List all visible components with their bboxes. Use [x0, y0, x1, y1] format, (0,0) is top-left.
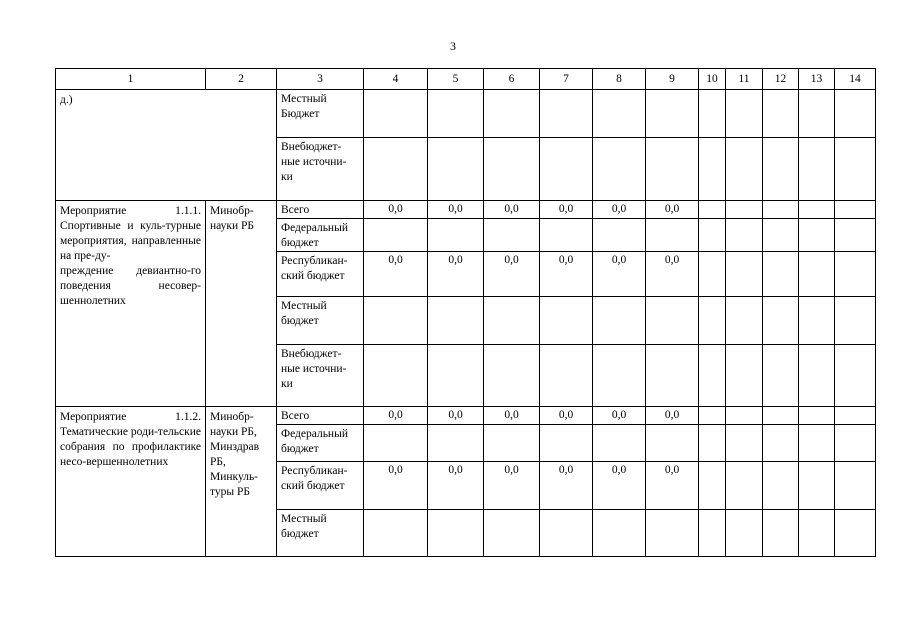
- column-number-row: [56, 69, 876, 90]
- value-cell: [484, 297, 540, 345]
- value-cell: 0,0: [593, 462, 646, 510]
- funding-row: [56, 407, 876, 425]
- budget-table: [55, 68, 876, 557]
- value-cell: [540, 138, 593, 201]
- event-title: Мероприятие 1.1.2. Тематические роди-тельские собрания по профилактике несо-вершеннолетних: [56, 407, 206, 557]
- value-cell: 0,0: [646, 407, 699, 425]
- value-cell: [484, 138, 540, 201]
- empty-cell: [799, 138, 835, 201]
- value-cell: 0,0: [428, 407, 484, 425]
- value-cell: 0,0: [593, 201, 646, 219]
- empty-cell: [763, 138, 799, 201]
- value-cell: 0,0: [540, 252, 593, 297]
- empty-cell: [799, 462, 835, 510]
- empty-cell: [835, 297, 876, 345]
- empty-cell: [763, 407, 799, 425]
- event-title: Мероприятие 1.1.1. Спортивные и куль-турные мероприятия, направленные на пре-ду- преждение девиантно-го поведения несовер-шеннолетних: [56, 201, 206, 407]
- column-number-1: 1: [56, 69, 206, 90]
- empty-cell: [763, 219, 799, 252]
- column-number-5: 5: [428, 69, 484, 90]
- empty-cell: [835, 407, 876, 425]
- column-number-7: 7: [540, 69, 593, 90]
- funding-source: Федеральный бюджет: [277, 219, 364, 252]
- empty-cell: [699, 219, 726, 252]
- funding-source: Республикан- ский бюджет: [277, 462, 364, 510]
- value-cell: 0,0: [646, 201, 699, 219]
- funding-source: Местный бюджет: [277, 297, 364, 345]
- value-cell: [593, 510, 646, 557]
- value-cell: [593, 90, 646, 138]
- empty-cell: [835, 252, 876, 297]
- empty-cell: [835, 90, 876, 138]
- value-cell: [593, 345, 646, 407]
- value-cell: 0,0: [646, 252, 699, 297]
- value-cell: [428, 345, 484, 407]
- value-cell: [484, 425, 540, 462]
- empty-cell: [799, 345, 835, 407]
- column-number-11: 11: [726, 69, 763, 90]
- empty-cell: [699, 407, 726, 425]
- value-cell: [540, 90, 593, 138]
- empty-cell: [726, 90, 763, 138]
- empty-cell: [799, 407, 835, 425]
- column-number-3: 3: [277, 69, 364, 90]
- empty-cell: [699, 138, 726, 201]
- empty-cell: [835, 510, 876, 557]
- value-cell: [364, 510, 428, 557]
- value-cell: [364, 90, 428, 138]
- empty-cell: [699, 510, 726, 557]
- value-cell: 0,0: [593, 407, 646, 425]
- empty-cell: [699, 462, 726, 510]
- column-number-6: 6: [484, 69, 540, 90]
- empty-cell: [799, 252, 835, 297]
- funding-source: Федеральный бюджет: [277, 425, 364, 462]
- empty-cell: [835, 345, 876, 407]
- empty-cell: [699, 90, 726, 138]
- column-number-13: 13: [799, 69, 835, 90]
- column-number-14: 14: [835, 69, 876, 90]
- empty-cell: [799, 219, 835, 252]
- value-cell: [428, 138, 484, 201]
- value-cell: [364, 425, 428, 462]
- value-cell: [364, 219, 428, 252]
- value-cell: [646, 345, 699, 407]
- empty-cell: [835, 425, 876, 462]
- column-number-10: 10: [699, 69, 726, 90]
- value-cell: [428, 425, 484, 462]
- empty-cell: [726, 252, 763, 297]
- value-cell: [428, 510, 484, 557]
- empty-cell: [835, 219, 876, 252]
- empty-cell: [799, 510, 835, 557]
- value-cell: [540, 425, 593, 462]
- empty-cell: [799, 425, 835, 462]
- empty-cell: [699, 345, 726, 407]
- empty-cell: [835, 138, 876, 201]
- empty-cell: [699, 425, 726, 462]
- empty-cell: [835, 201, 876, 219]
- value-cell: 0,0: [484, 201, 540, 219]
- value-cell: 0,0: [428, 201, 484, 219]
- value-cell: 0,0: [364, 462, 428, 510]
- value-cell: [364, 345, 428, 407]
- value-cell: 0,0: [540, 407, 593, 425]
- value-cell: 0,0: [364, 252, 428, 297]
- funding-source: Республикан- ский бюджет: [277, 252, 364, 297]
- value-cell: [428, 90, 484, 138]
- value-cell: [428, 297, 484, 345]
- event-executor: Минобр- науки РБ: [206, 201, 277, 407]
- value-cell: [646, 425, 699, 462]
- empty-cell: [699, 252, 726, 297]
- value-cell: [646, 510, 699, 557]
- value-cell: 0,0: [484, 462, 540, 510]
- empty-cell: [763, 252, 799, 297]
- value-cell: 0,0: [646, 462, 699, 510]
- value-cell: [593, 297, 646, 345]
- empty-cell: [726, 425, 763, 462]
- value-cell: [540, 219, 593, 252]
- value-cell: [646, 219, 699, 252]
- value-cell: 0,0: [484, 407, 540, 425]
- funding-source: Всего: [277, 407, 364, 425]
- value-cell: 0,0: [540, 201, 593, 219]
- empty-cell: [799, 201, 835, 219]
- empty-cell: [763, 510, 799, 557]
- empty-cell: [835, 462, 876, 510]
- budget-table-body: [56, 69, 876, 557]
- funding-source: Местный Бюджет: [277, 90, 364, 138]
- empty-cell: [726, 462, 763, 510]
- empty-cell: [699, 297, 726, 345]
- value-cell: [646, 138, 699, 201]
- value-cell: 0,0: [428, 252, 484, 297]
- event-executor: Минобр- науки РБ, Минздрав РБ, Минкуль- туры РБ: [206, 407, 277, 557]
- value-cell: [593, 425, 646, 462]
- value-cell: [646, 90, 699, 138]
- value-cell: 0,0: [540, 462, 593, 510]
- empty-cell: [726, 219, 763, 252]
- funding-source: Внебюджет- ные источни- ки: [277, 138, 364, 201]
- empty-cell: [799, 297, 835, 345]
- column-number-8: 8: [593, 69, 646, 90]
- value-cell: 0,0: [364, 201, 428, 219]
- funding-row: [56, 90, 876, 138]
- funding-source: Внебюджет- ные источни- ки: [277, 345, 364, 407]
- value-cell: 0,0: [364, 407, 428, 425]
- column-number-2: 2: [206, 69, 277, 90]
- empty-cell: [726, 138, 763, 201]
- value-cell: [540, 345, 593, 407]
- funding-source: Местный бюджет: [277, 510, 364, 557]
- value-cell: [428, 219, 484, 252]
- value-cell: [540, 510, 593, 557]
- value-cell: [364, 297, 428, 345]
- event-continuation: д.): [56, 90, 277, 201]
- empty-cell: [726, 407, 763, 425]
- column-number-4: 4: [364, 69, 428, 90]
- value-cell: 0,0: [428, 462, 484, 510]
- value-cell: [646, 297, 699, 345]
- empty-cell: [763, 345, 799, 407]
- empty-cell: [763, 425, 799, 462]
- empty-cell: [763, 462, 799, 510]
- empty-cell: [763, 201, 799, 219]
- column-number-9: 9: [646, 69, 699, 90]
- empty-cell: [726, 297, 763, 345]
- empty-cell: [799, 90, 835, 138]
- funding-source: Всего: [277, 201, 364, 219]
- empty-cell: [699, 201, 726, 219]
- value-cell: [484, 90, 540, 138]
- value-cell: [593, 219, 646, 252]
- value-cell: [593, 138, 646, 201]
- value-cell: [364, 138, 428, 201]
- value-cell: 0,0: [593, 252, 646, 297]
- value-cell: 0,0: [484, 252, 540, 297]
- value-cell: [484, 510, 540, 557]
- empty-cell: [763, 297, 799, 345]
- empty-cell: [726, 345, 763, 407]
- empty-cell: [763, 90, 799, 138]
- funding-row: [56, 201, 876, 219]
- value-cell: [484, 345, 540, 407]
- empty-cell: [726, 510, 763, 557]
- page-number: 3: [450, 39, 456, 53]
- value-cell: [540, 297, 593, 345]
- value-cell: [484, 219, 540, 252]
- empty-cell: [726, 201, 763, 219]
- column-number-12: 12: [763, 69, 799, 90]
